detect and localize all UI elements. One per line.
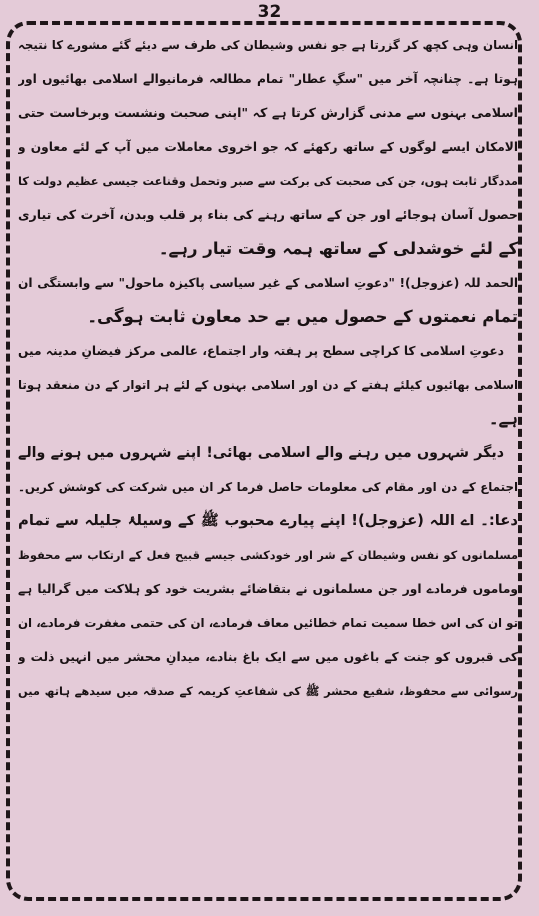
text-line: رسوائی سے محفوظ، شفیع محشر ﷺ کی شفاعتِ کریمہ کے صدقہ میں سیدھے ہاتھ میں [18, 684, 518, 698]
text-line: اجتماع کے دن اور مقام کی معلومات حاصل فرما کر ان میں شرکت کی کوشش کریں۔ [18, 480, 518, 494]
text-line: دیگر شہروں میں رہنے والے اسلامی بھائی! اپنے شہروں میں ہونے والے [18, 445, 504, 461]
dua-heading-line: دعا:۔ اے اللہ (عزوجل)! اپنے پیارے محبوب ﷺ کے وسیلۂ جلیلہ سے تمام [18, 512, 518, 529]
text-line: وماموں فرمادے اور جن مسلمانوں نے بتقاضائے بشریت خود کو ہلاکت میں گرالیا ہے [18, 582, 518, 596]
text-line: اسلامی بہنوں سے مدنی گزارش کرتا ہے کہ "اپنی صحبت ونشست وبرخاست حتی [18, 105, 518, 120]
text-line: تو ان کی اس خطا سمیت تمام خطائیں معاف فرمادے، ان کی حتمی مغفرت فرمادے، ان [18, 616, 518, 630]
text-line: ہے۔ [488, 409, 518, 428]
text-line: الحمد للہ (عزوجل)! "دعوتِ اسلامی کے غیر سیاسی پاکیزہ ماحول" سے وابستگی ان [18, 276, 518, 290]
text-line: مسلمانوں کو نفس وشیطان کے شر اور خودکشی جیسے قبیح فعل کے ارتکاب سے محفوظ [18, 548, 518, 562]
text-line: اسلامی بھائیوں کیلئے ہفتے کے دن اور اسلامی بہنوں کے لئے ہر اتوار کے دن منعقد ہوتا [18, 378, 518, 392]
text-body [18, 28, 518, 894]
text-line: مددگار ثابت ہوں، جن کی صحبت کی برکت سے صبر وتحمل وقناعت جیسی عظیم دولت کا [18, 174, 518, 188]
text-line: کے لئے خوشدلی کے ساتھ ہمہ وقت تیار رہے۔ [158, 239, 518, 258]
text-line: حصول آسان ہوجائے اور جن کے ساتھ رہنے کی بناء پر قلب وبدن، آخرت کی تیاری [18, 207, 518, 222]
text-line: الامکان ایسے لوگوں کے ساتھ رکھئے کہ جو اخروی معاملات میں آپ کے لئے معاون و [18, 140, 518, 154]
page-number: 32 [257, 2, 282, 22]
text-line: تمام نعمتوں کے حصول میں بے حد معاون ثابت ہوگی۔ [87, 307, 518, 326]
text-line: ہوتا ہے۔ چنانچہ آخر میں "سگِ عطار" تمام مطالعہ فرمانیوالے اسلامی بھائیوں اور [18, 72, 518, 86]
text-line: دعوتِ اسلامی کا کراچی سطح پر ہفتہ وار اجتماع، عالمی مرکز فیضانِ مدینہ میں [18, 344, 504, 358]
text-line: انسان وہی کچھ کر گزرتا ہے جو نفس وشیطان کی طرف سے دیئے گئے مشورے کا نتیجہ [18, 38, 518, 52]
text-line: کی قبروں کو جنت کے باغوں میں سے ایک باغ بنادے، میدانِ محشر میں انہیں ذلت و [18, 650, 518, 664]
